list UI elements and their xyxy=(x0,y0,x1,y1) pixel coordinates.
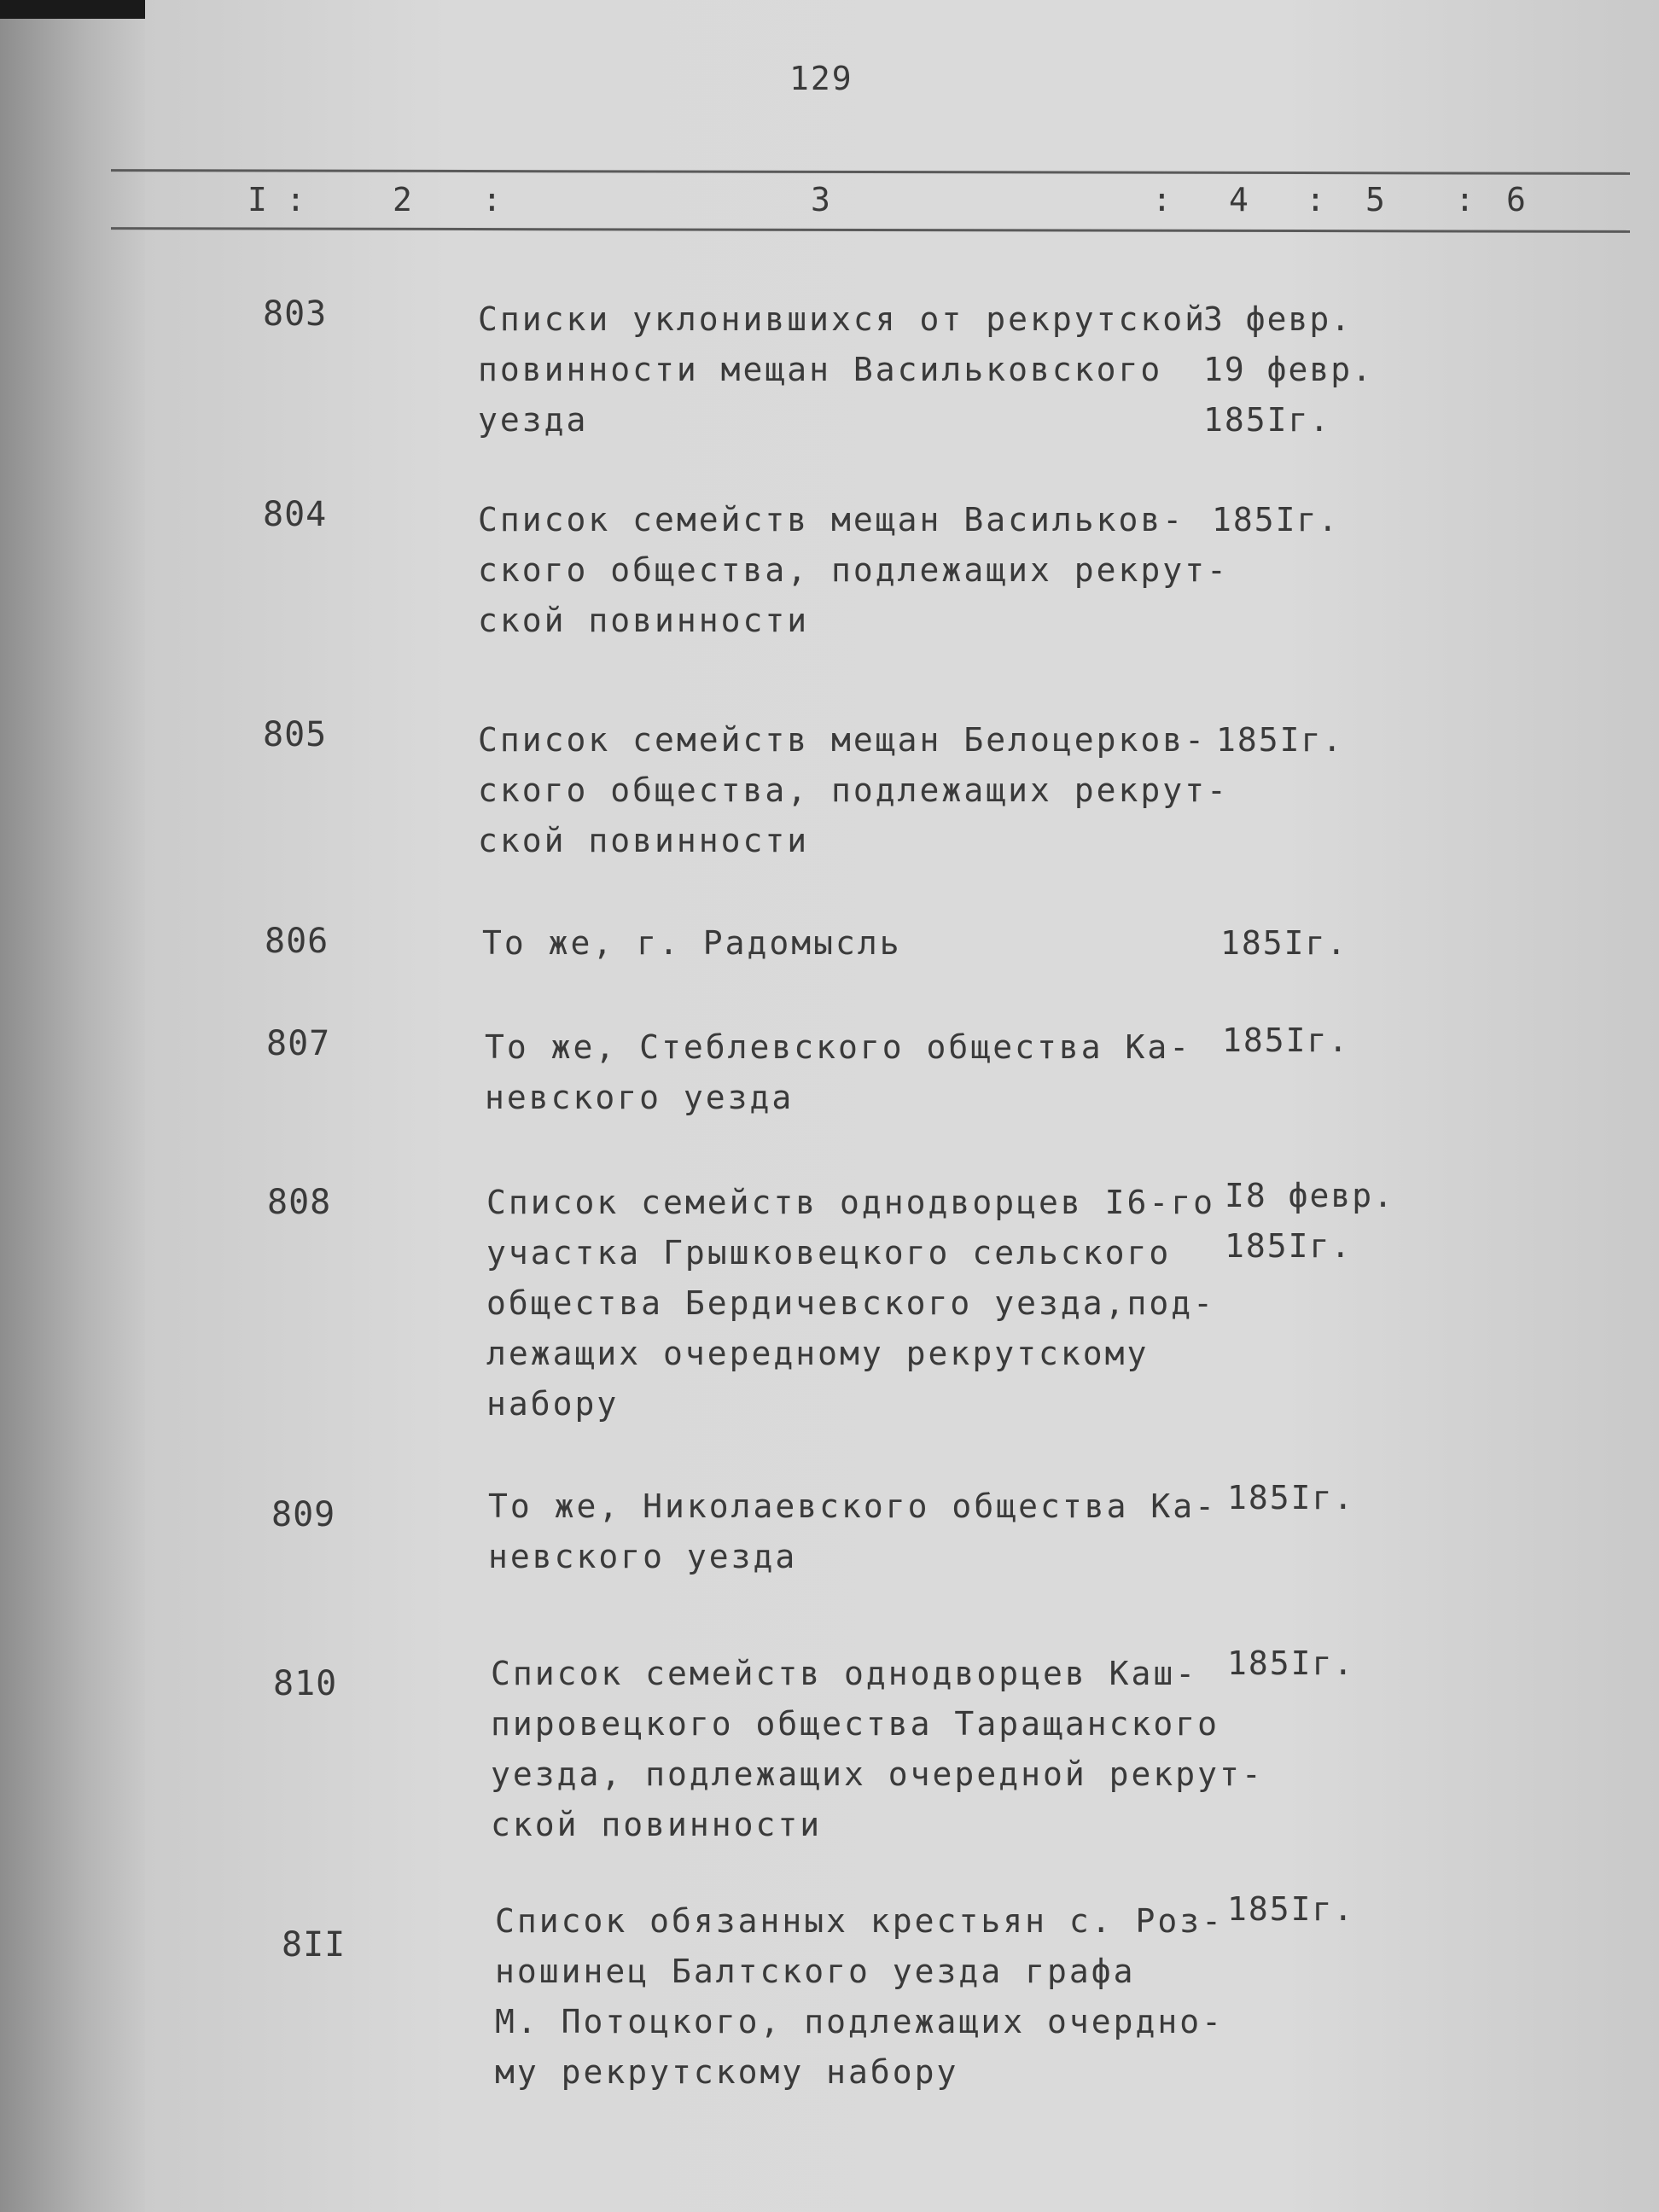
date-line: 185Iг. xyxy=(1222,1022,1350,1059)
description-line: Список семейств мещан Васильков- xyxy=(478,501,1185,538)
column-header-5: 5 xyxy=(1365,181,1385,218)
date-line: 185Iг. xyxy=(1203,401,1331,439)
description-line: общества Бердичевского уезда,под- xyxy=(486,1284,1215,1322)
column-header-6: 6 xyxy=(1506,181,1526,218)
entry-description xyxy=(488,1481,1217,1582)
entry-date xyxy=(1203,294,1373,445)
description-line: уезда xyxy=(478,401,589,439)
entry-number: 804 xyxy=(263,495,328,534)
date-line: 19 февр. xyxy=(1203,351,1374,388)
entry-date xyxy=(1220,918,1348,969)
description-line: Список обязанных крестьян с. Роз- xyxy=(495,1902,1224,1940)
column-header-separator: : xyxy=(1455,181,1475,218)
description-line: невского уезда xyxy=(488,1538,798,1575)
description-line: ского общества, подлежащих рекрут- xyxy=(478,771,1229,809)
header-rule-top xyxy=(111,169,1630,175)
description-line: То же, Стеблевского общества Ка- xyxy=(485,1028,1192,1066)
entry-number: 807 xyxy=(266,1024,331,1063)
column-header-2: 2 xyxy=(393,181,412,218)
description-line: пировецкого общества Таращанского xyxy=(491,1705,1220,1743)
entry-number: 810 xyxy=(273,1664,338,1703)
date-line: 185Iг. xyxy=(1212,501,1340,538)
entry-description xyxy=(485,1022,1191,1123)
description-line: ской повинности xyxy=(478,602,810,639)
description-line: невского уезда xyxy=(485,1079,795,1116)
date-line: 185Iг. xyxy=(1216,721,1344,759)
description-line: ской повинности xyxy=(478,822,810,859)
description-line: Списки уклонившихся от рекрутской xyxy=(478,300,1207,338)
description-line: лежащих очередному рекрутскому xyxy=(486,1335,1150,1372)
column-header-separator: : xyxy=(482,181,502,218)
description-line: Список семейств однодворцев Каш- xyxy=(491,1655,1198,1692)
description-line: ношинец Балтского уезда графа xyxy=(495,1953,1136,1990)
description-line: повинности мещан Васильковского xyxy=(478,351,1163,388)
entry-number: 809 xyxy=(271,1495,336,1534)
column-header-4: 4 xyxy=(1229,181,1249,218)
entry-number: 808 xyxy=(267,1183,332,1222)
column-header-1: I xyxy=(247,181,267,218)
description-line: Список семейств однодворцев I6-го xyxy=(486,1184,1215,1221)
date-line: 185Iг. xyxy=(1227,1479,1355,1516)
description-line: ской повинности xyxy=(491,1806,823,1843)
entry-date xyxy=(1222,1016,1349,1066)
description-line: Список семейств мещан Белоцерков- xyxy=(478,721,1207,759)
entry-date xyxy=(1227,1884,1354,1935)
entry-date xyxy=(1227,1639,1354,1689)
entry-description xyxy=(478,294,1207,445)
date-line: 185Iг. xyxy=(1227,1890,1355,1928)
entry-description xyxy=(491,1649,1264,1850)
date-line: 3 февр. xyxy=(1203,300,1353,338)
entry-number: 805 xyxy=(263,715,328,754)
page-number: 129 xyxy=(789,60,853,97)
entry-date xyxy=(1227,1473,1354,1523)
entry-description xyxy=(478,495,1229,646)
column-header-separator: : xyxy=(1306,181,1325,218)
description-line: уезда, подлежащих очередной рекрут- xyxy=(491,1755,1264,1793)
entry-description xyxy=(495,1896,1224,2098)
entry-number: 806 xyxy=(265,922,329,961)
column-header-separator: : xyxy=(1152,181,1172,218)
description-line: набору xyxy=(486,1385,620,1423)
left-page-edge xyxy=(0,0,145,2212)
description-line: участка Грышковецкого сельского xyxy=(486,1234,1172,1272)
description-line: То же, Николаевского общества Ка- xyxy=(488,1487,1217,1525)
date-line: 185Iг. xyxy=(1225,1227,1353,1265)
description-line: ского общества, подлежащих рекрут- xyxy=(478,551,1229,589)
column-header-separator: : xyxy=(286,181,306,218)
column-header-3: 3 xyxy=(811,181,830,218)
description-line: М. Потоцкого, подлежащих очердно- xyxy=(495,2003,1224,2040)
description-line: То же, г. Радомысль xyxy=(482,924,902,962)
document-page xyxy=(145,0,1659,2212)
entry-date xyxy=(1212,495,1339,545)
description-line: му рекрутскому набору xyxy=(495,2053,959,2091)
date-line: 185Iг. xyxy=(1220,924,1348,962)
entry-description xyxy=(486,1178,1215,1429)
entry-date xyxy=(1225,1171,1394,1272)
entry-description xyxy=(482,918,902,969)
entry-description xyxy=(478,715,1229,866)
entry-number: 8II xyxy=(282,1925,346,1965)
entry-number: 803 xyxy=(263,294,328,334)
date-line: I8 февр. xyxy=(1225,1177,1395,1214)
date-line: 185Iг. xyxy=(1227,1644,1355,1682)
dark-corner xyxy=(0,0,166,19)
header-rule-bottom xyxy=(111,227,1630,233)
entry-date xyxy=(1216,715,1343,765)
